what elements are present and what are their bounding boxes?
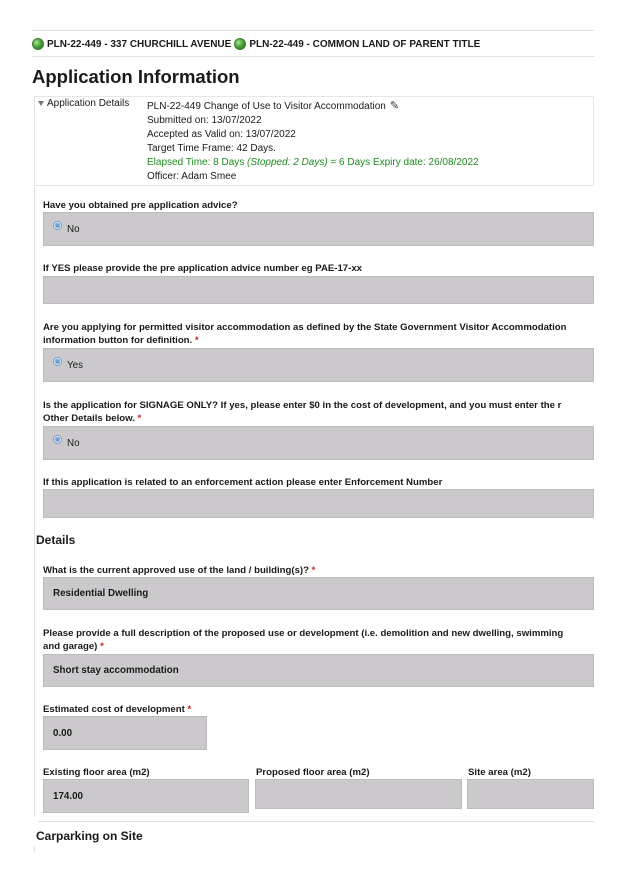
radio-icon[interactable] [53, 221, 62, 230]
cost-label-text: Estimated cost of development [43, 704, 185, 715]
description-label-line1: Please provide a full description of the proposed use or development (i.e. demolition and new dwelling, swimming [43, 628, 564, 639]
signage-only-label [43, 399, 561, 425]
breadcrumb-item-common-land[interactable] [234, 38, 480, 50]
required-marker: * [137, 413, 142, 424]
pre-advice-label: Have you obtained pre application advice? [43, 200, 238, 211]
current-use-label-text: What is the current approved use of the land / building(s)? [43, 565, 309, 576]
required-marker: * [311, 565, 316, 576]
radio-icon[interactable] [53, 435, 62, 444]
elapsed-stopped: (Stopped: 2 Days) [247, 157, 328, 168]
existing-floor-input[interactable]: 174.00 [43, 779, 249, 813]
required-marker: * [194, 335, 199, 346]
signage-only-label-line2: Other Details below. [43, 413, 135, 424]
divider [38, 821, 594, 822]
divider [34, 846, 35, 852]
submitted-date: Submitted on: 13/07/2022 [147, 115, 262, 126]
enforcement-label: If this application is related to an enforcement action please enter Enforcement Number [43, 477, 443, 488]
details-heading: Details [36, 533, 76, 547]
carparking-heading: Carparking on Site [36, 829, 143, 843]
application-details-toggle[interactable] [38, 98, 129, 109]
description-label-line2: and garage) [43, 641, 98, 652]
pre-advice-number-label: If YES please provide the pre application advice number eg PAE-17-xx [43, 263, 363, 274]
breadcrumb-label[interactable]: PLN-22-449 - COMMON LAND OF PARENT TITLE [249, 38, 481, 50]
cost-input[interactable]: 0.00 [43, 716, 207, 750]
radio-icon[interactable] [53, 357, 62, 366]
application-title: PLN-22-449 Change of Use to Visitor Accommodation [147, 101, 386, 112]
description-label [43, 627, 563, 653]
description-input[interactable]: Short stay accommodation [43, 654, 594, 687]
signage-only-value: No [67, 437, 80, 449]
globe-icon [32, 38, 44, 50]
divider [32, 56, 594, 57]
current-use-input[interactable]: Residential Dwelling [43, 577, 594, 610]
signage-only-field[interactable] [43, 426, 594, 460]
elapsed-time [147, 156, 479, 170]
required-marker: * [187, 704, 192, 715]
target-time-frame: Target Time Frame: 42 Days. [147, 143, 276, 154]
divider [32, 30, 594, 31]
proposed-floor-label: Proposed floor area (m2) [256, 767, 370, 778]
visitor-accommodation-field[interactable] [43, 348, 594, 382]
signage-only-label-line1: Is the application for SIGNAGE ONLY? If yes, please enter $0 in the cost of development, and you must enter the r [43, 400, 562, 411]
visitor-accommodation-label [43, 321, 567, 347]
elapsed-prefix: Elapsed Time: 8 Days [147, 157, 248, 168]
breadcrumb-item-property[interactable] [32, 38, 231, 50]
pre-advice-value: No [67, 223, 80, 235]
site-area-label: Site area (m2) [468, 767, 531, 778]
cost-label [43, 703, 191, 716]
visitor-accommodation-label-line1: Are you applying for permitted visitor accommodation as defined by the State Government Visitor Accommodation [43, 322, 567, 333]
officer: Officer: Adam Smee [147, 171, 237, 182]
required-marker: * [100, 641, 104, 652]
site-area-input[interactable] [467, 779, 594, 809]
pre-advice-number-input[interactable] [43, 276, 594, 304]
accepted-date: Accepted as Valid on: 13/07/2022 [147, 129, 296, 140]
breadcrumb-label[interactable]: PLN-22-449 - 337 CHURCHILL AVENUE [47, 38, 232, 50]
triangle-down-icon[interactable] [38, 101, 44, 106]
application-details-label[interactable]: Application Details [47, 98, 130, 109]
elapsed-suffix: = 6 Days Expiry date: 26/08/2022 [327, 157, 479, 168]
globe-icon [234, 38, 246, 50]
visitor-accommodation-label-line2: information button for definition. [43, 335, 193, 346]
visitor-accommodation-value: Yes [67, 359, 83, 371]
current-use-label [43, 564, 315, 577]
application-details-info [147, 99, 479, 184]
enforcement-number-input[interactable] [43, 489, 594, 518]
pencil-icon[interactable]: ✎ [389, 100, 400, 112]
existing-floor-label: Existing floor area (m2) [43, 767, 150, 778]
pre-advice-field[interactable] [43, 212, 594, 246]
page-title: Application Information [32, 66, 240, 87]
breadcrumb [32, 33, 594, 55]
proposed-floor-input[interactable] [255, 779, 462, 809]
